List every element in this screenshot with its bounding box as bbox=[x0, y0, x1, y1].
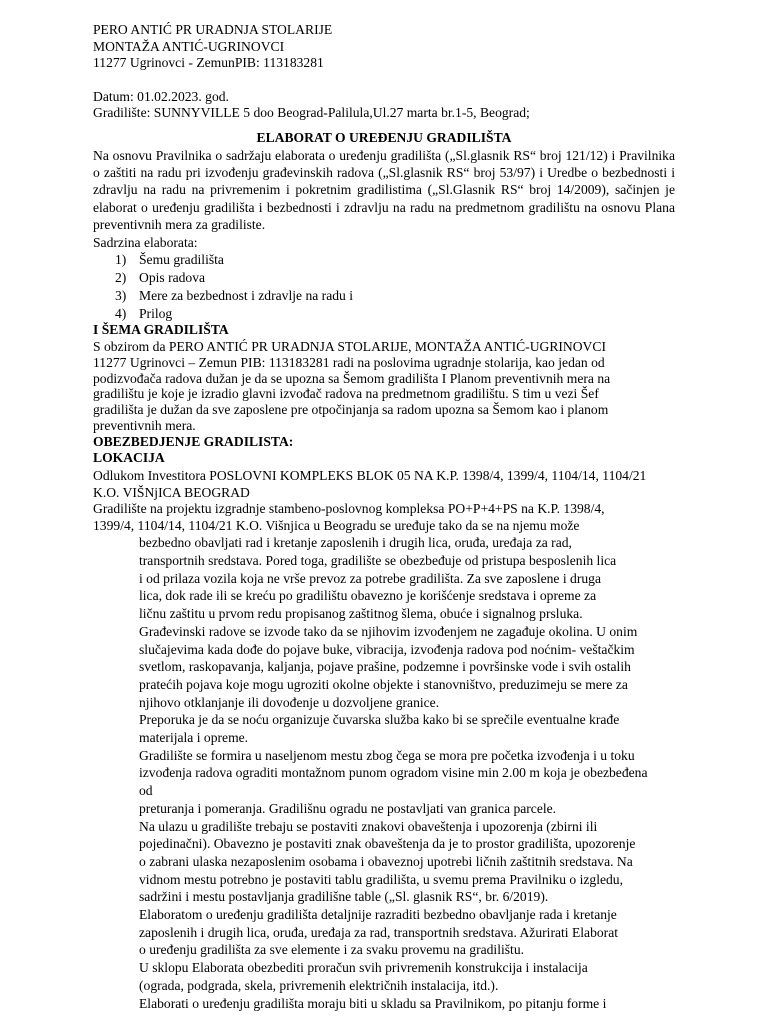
text-line: (ograda, podgrada, skela, privremenih električnih instalacija, itd.). bbox=[139, 977, 499, 993]
list-item: 3) Mere za bezbednost i zdravlje na radu i bbox=[115, 287, 354, 303]
intro-paragraph: Na osnovu Pravilnika o sadržaju elaborata o uređenju gradilišta („Sl.glasnik RS“ broj 121/12) i Pravilnika o zaštiti na radu pri izvođenju građevinskih radova („Sl.glasnik RS“ broj 53/97) i Uredbe o bezbednosti i zdravlju na radu na privremenim i pokretnim gradilistima („Sl.Glasnik RS“ broj 14/2009), sačinjen je elaborat o uređenju gradilišta i bezbednosti i zdravlju na radu na predmetnom gradilištu na osnovu Plana preventivnih mera za gradiliste. bbox=[93, 147, 675, 233]
text-line: gradilištu je koje je izradio glavni izvođač radova na predmetnom gradilištu. S tim u vezi Šef bbox=[93, 386, 599, 402]
text-line: njihovo otklanjanje ili dovođenje u dozvoljene granice. bbox=[139, 694, 440, 710]
text-line: U sklopu Elaborata obezbediti proračun svih privremenih konstrukcija i instalacija bbox=[139, 960, 588, 976]
text-line: izvođenja radova ograditi montažnom punom ogradom visine min 2.00 m koja je obezbeđena bbox=[139, 765, 648, 781]
text-line: zaposlenih i drugih lica, oruđa, uređaja za rad, transportnih sredstava. Ažurirati Elaborat bbox=[139, 924, 619, 940]
text-line: 11277 Ugrinovci – Zemun PIB: 113183281 radi na poslovima ugradnje stolarija, kao jedan od bbox=[93, 354, 605, 370]
document-page bbox=[93, 22, 675, 1012]
text-line: Gradilište se formira u naseljenom mestu zbog čega se mora pre početka izvođenja i u toku bbox=[139, 747, 635, 763]
document-title: ELABORAT O UREĐENJU GRADILIŠTA bbox=[256, 129, 512, 145]
text-line: Gradilište na projektu izgradnje stambeno-poslovnog kompleksa PO+P+4+PS na K.P. 1398/4, bbox=[93, 501, 605, 517]
section-heading-scheme: I ŠEMA GRADILIŠTA bbox=[93, 322, 229, 338]
text-line: o uređenju gradilišta za sve elemente i za svaku provemu na gradilištu. bbox=[139, 942, 525, 958]
text-line: Preporuka je da se noću organizuje čuvarska služba kako bi se sprečile eventualne krađe bbox=[139, 712, 620, 728]
text-line: 1399/4, 1104/14, 1104/21 K.O. Višnjica u Beogradu se uređuje tako da se na njemu može bbox=[93, 517, 580, 533]
text-line: ličnu zaštitu u prvom redu propisanog zaštitnog šlema, obuće i signalnog prsluka. bbox=[139, 606, 583, 622]
site-rules-block bbox=[139, 534, 675, 1012]
text-line: sadržini i mestu postavljanja gradilišne table („Sl. glasnik RS“, br. 6/2019). bbox=[139, 889, 549, 905]
text-line: Elaboratom o uređenju gradilišta detaljnije razraditi bezbedno obavljanje rada i kretanje bbox=[139, 907, 617, 923]
company-subtitle: MONTAŽA ANTIĆ-UGRINOVCI bbox=[93, 38, 285, 54]
contents-label: Sadrzina elaborata: bbox=[93, 234, 198, 250]
company-address: 11277 Ugrinovci - ZemunPIB: 113183281 bbox=[93, 55, 324, 71]
text-line: podizvođača radova dužan je da se upozna sa Šemom gradilišta I Planom preventivnih mera na bbox=[93, 370, 611, 386]
text-line: o zabrani ulaska nezaposlenim osobama i obaveznoj upotrebi ličnih zaštitnih sredstava. Na bbox=[139, 853, 633, 869]
text-line: materijala i opreme. bbox=[139, 730, 249, 746]
text-line: vidnom mestu potrebno je postaviti tablu gradilišta, u svemu prema Pravilniku o izgledu, bbox=[139, 871, 624, 887]
text-line: slučajevima kada dođe do pojave buke, vibracija, izvođenja radova pod noćnim- veštačkim bbox=[139, 641, 635, 657]
list-item: 1) Šemu gradilišta bbox=[115, 252, 224, 268]
text-line: preturanja i pomeranja. Gradilišnu ogradu ne postavljati van granica parcele. bbox=[139, 800, 557, 816]
construction-site: Gradilište: SUNNYVILLE 5 doo Beograd-Palilula,Ul.27 marta br.1-5, Beograd; bbox=[93, 105, 530, 121]
document-date: Datum: 01.02.2023. god. bbox=[93, 88, 229, 104]
text-line: S obzirom da PERO ANTIĆ PR URADNJA STOLARIJE, MONTAŽA ANTIĆ-UGRINOVCI bbox=[93, 338, 606, 354]
text-line: lica, dok rade ili se kreću po gradilištu obavezno je korišćenje sredstava i opreme za bbox=[139, 588, 597, 604]
scheme-paragraph bbox=[93, 339, 675, 434]
spacer bbox=[93, 72, 675, 89]
text-line: bezbedno obavljati rad i kretanje zaposlenih i drugih lica, oruđa, uređaja za rad, bbox=[139, 535, 572, 551]
list-item: 2) Opis radova bbox=[115, 269, 206, 285]
text-line: K.O. VIŠNjICA BEOGRAD bbox=[93, 484, 250, 500]
text-line: svetlom, raskopavanja, kaljanja, pojave prašine, podzemne i površinske vode i svih ostalih bbox=[139, 659, 631, 675]
text-line: transportnih sredstava. Pored toga, gradilište se obezbeđuje od pristupa besposlenih lica bbox=[139, 553, 617, 569]
location-paragraph bbox=[93, 468, 675, 534]
text-line: Na ulazu u gradilište trebaju se postaviti znakovi obaveštenja i upozorenja (zbirni ili bbox=[139, 818, 598, 834]
text-line: gradilišta je dužan da sve zaposlene pre otpočinjanja sa radom upozna sa Šemom kao i planom bbox=[93, 402, 609, 418]
company-header bbox=[93, 22, 675, 72]
text-line: od bbox=[139, 783, 153, 799]
document-meta bbox=[93, 89, 675, 122]
text-line: preventivnih mera. bbox=[93, 417, 196, 433]
text-line: pojedinačni). Obavezno je postaviti znak obaveštenja da je to prostor gradilišta, upozorenje bbox=[139, 836, 636, 852]
text-line: pratećih pojava koje mogu ugroziti okolne objekte i stanovništvo, preduzimeju se mere za bbox=[139, 676, 628, 692]
text-line: Elaborati o uređenju gradilišta moraju biti u skladu sa Pravilnikom, po pitanju forme i bbox=[139, 995, 607, 1011]
text-line: Građevinski radove se izvode tako da se njihovim izvođenjem ne zagađuje okolina. U onim bbox=[139, 623, 638, 639]
company-name: PERO ANTIĆ PR URADNJA STOLARIJE bbox=[93, 22, 333, 37]
list-item: 4) Prilog bbox=[115, 305, 173, 321]
text-line: i od prilaza vozila koja ne vrše prevoz za potrebe gradilišta. Za sve zaposlene i druga bbox=[139, 570, 601, 586]
section-heading-security: OBEZBEDJENJE GRADILISTA: bbox=[93, 433, 294, 449]
contents-list bbox=[93, 251, 675, 322]
section-heading-location: LOKACIJA bbox=[93, 450, 165, 466]
text-line: Odlukom Investitora POSLOVNI KOMPLEKS BLOK 05 NA K.P. 1398/4, 1399/4, 1104/14, 1104/21 bbox=[93, 467, 647, 483]
